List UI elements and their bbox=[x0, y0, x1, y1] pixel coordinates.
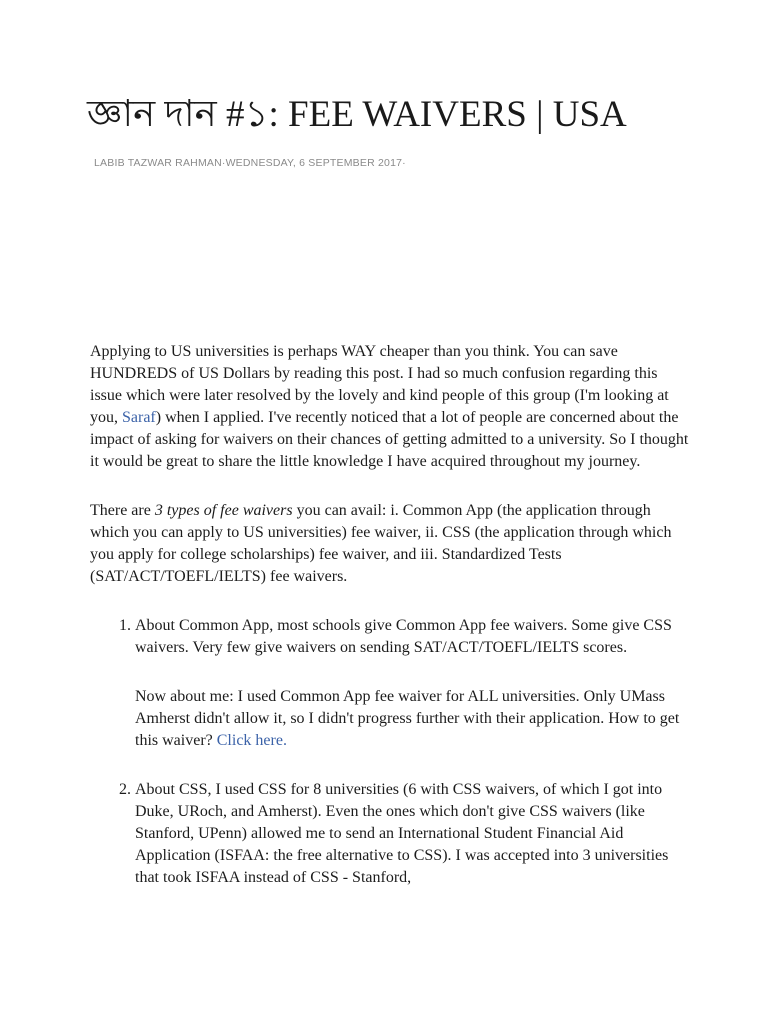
intro-text-start: Applying to US universities is perhaps WAY cheaper than you think. You can save HUNDREDS of US Dollars by reading this post. I had so much confusion regarding this issue which were later resolved by the lovely and kind people of this group (I'm looking at you, bbox=[90, 343, 669, 426]
list-item-css bbox=[135, 779, 690, 889]
list-item-common-app bbox=[135, 615, 690, 752]
waiver-types-emphasis: 3 types of fee waivers bbox=[154, 502, 293, 519]
saraf-link[interactable]: Saraf bbox=[122, 409, 156, 426]
list-item-1-about-me bbox=[135, 686, 690, 752]
post-body bbox=[90, 341, 690, 916]
list-item-1-text: 1. About Common App, most schools give Common App fee waivers. Some give CSS waivers. Very few give waivers on sending SAT/ACT/TOEFL/IELTS scores. bbox=[135, 617, 672, 656]
post-byline: LABIB TAZWAR RAHMAN·WEDNESDAY, 6 SEPTEMBER 2017· bbox=[94, 157, 406, 169]
waiver-list bbox=[90, 615, 690, 889]
waiver-types-end: you can avail: i. Common App (the application through which you can apply to US universities) fee waiver, ii. CSS (the application through which you apply for college scholarships) fee waiver, and iii. Standardized Tests (SAT/ACT/TOEFL/IELTS) fee waivers. bbox=[90, 502, 672, 585]
list-item-2-text: 2. About CSS, I used CSS for 8 universities (6 with CSS waivers, of which I got into Duke, URoch, and Amherst). Even the ones which don't give CSS waivers (like Stanford, UPenn) allowed me to send an International Student Financial Aid Application (ISFAA: the free alternative to CSS). I was accepted into 3 universities that took ISFAA instead of CSS - Stanford, bbox=[135, 781, 669, 886]
intro-paragraph bbox=[90, 341, 690, 473]
intro-text-end: ) when I applied. I've recently noticed that a lot of people are concerned about the impact of asking for waivers on their chances of getting admitted to a university. So I thought it would be great to share the little knowledge I have acquired throughout my journey. bbox=[90, 409, 689, 470]
post-title: জ্ঞান দান #১: FEE WAIVERS | USA bbox=[87, 94, 627, 135]
list-item-1-about-me-text: Now about me: I used Common App fee waiver for ALL universities. Only UMass Amherst didn't allow it, so I didn't progress further with their application. How to get this waiver? bbox=[135, 688, 680, 749]
waiver-types-paragraph bbox=[90, 500, 690, 588]
waiver-types-start: There are bbox=[90, 502, 155, 519]
click-here-link[interactable]: Click here. bbox=[216, 732, 287, 749]
